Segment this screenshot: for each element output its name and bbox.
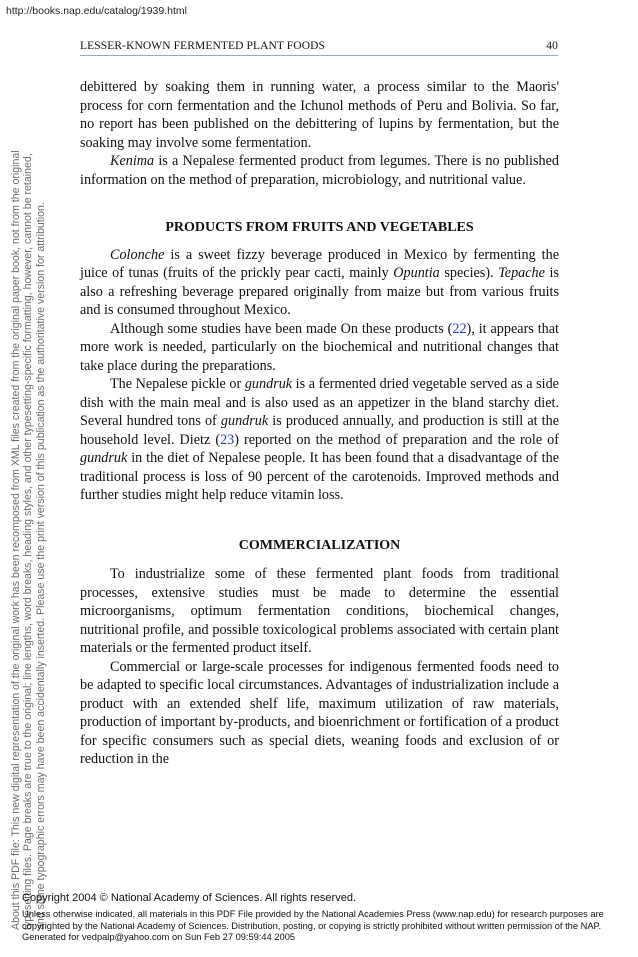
paragraph-large-scale: Commercial or large-scale processes for indigenous fermented foods need to be adapted to specific local circumstances. Advantages of industrialization include a product with an extended shelf life, maximum utilization of raw materials, production of important by-products, and bioenrichment or fortification of a product for specific consumers such as special diets, weaning foods and exclusion of or reduction in the <box>80 658 559 767</box>
term-gundruk: gundruk <box>220 413 269 429</box>
page-url: http://books.nap.edu/catalog/1939.html <box>6 5 187 17</box>
paragraph-gundruk: The Nepalese pickle or gundruk is a fermented dried vegetable served as a side dish with the main meal and is also used as an appetizer in the bland starchy diet. Several hundred tons of gundruk is produced annually, and production is still at the household level. Dietz (23) reported on the method of preparation and the role of gundruk in the diet of Nepalese people. It has been found that a disadvantage of the traditional process is loss of 90 percent of the carotenoids. Improved methods and further studies might help reduce vitamin loss. <box>80 376 559 503</box>
side-note-line-1: About this PDF file: This new digital representation of the original work has been recomposed from XML files created from the original paper book, not from the original <box>10 150 22 930</box>
section-heading-fruits-vegetables: PRODUCTS FROM FRUITS AND VEGETABLES <box>165 220 474 235</box>
running-header-title: LESSER-KNOWN FERMENTED PLANT FOODS <box>80 40 326 52</box>
side-note-line-3: and some typographic errors may have been accidentally inserted. Please use the print version of this publication as the authoritative version for attribution. <box>34 202 47 930</box>
page-number: 40 <box>546 40 558 52</box>
paragraph-studies: Although some studies have been made On these products (22), it appears that more work is needed, particularly on the biochemical and nutritional changes that take place during the preparations. <box>80 320 559 374</box>
page-body <box>80 78 559 769</box>
copyright-notice: Copyright 2004 © National Academy of Sciences. All rights reserved. <box>22 892 356 904</box>
pdf-side-note <box>10 50 47 930</box>
term-kenima: Kenima <box>110 153 155 169</box>
page-footer <box>22 892 622 944</box>
term-tepache: Tepache <box>498 265 545 281</box>
term-gundruk: gundruk <box>244 376 293 392</box>
paragraph-colonche: Colonche is a sweet fizzy beverage produced in Mexico by fermenting the juice of tunas (fruits of the prickly pear cacti, mainly Opuntia species). Tepache is also a refreshing beverage prepared originally from maize but from various fruits and is consumed throughout Mexico. <box>80 246 559 318</box>
reference-link-22[interactable]: 22 <box>452 320 467 337</box>
running-header <box>80 40 558 56</box>
term-colonche: Colonche <box>110 246 165 263</box>
paragraph-lupins: debittered by soaking them in running water, a process similar to the Maoris' process for corn fermentation and the Ichunol methods of Peru and Bolivia. So far, no report has been published on the debittering of lupins by fermentation, but the soaking may involve some fermentation. <box>80 79 559 151</box>
term-opuntia: Opuntia <box>393 265 440 281</box>
reference-link-23[interactable]: 23 <box>220 431 235 448</box>
paragraph-industrialize: To industrialize some of these fermented plant foods from traditional processes, extensive studies must be made to determine the essential microorganisms, optimum fermentation conditions, biochemical changes, nutritional profile, and possible toxicological problems associated with certain plant materials or the fermented product itself. <box>80 566 559 656</box>
usage-notice: Unless otherwise indicated, all materials in this PDF File provided by the National Academies Press (www.nap.edu) for research purposes are copyrighted by the National Academy of Sciences. Distribution, posting, or copying is strictly prohibited without written permission of the NAP. <box>22 909 604 931</box>
section-heading-commercialization: COMMERCIALIZATION <box>238 537 401 553</box>
side-note-line-2: typesetting files. Page breaks are true to the original; line lengths, word breaks, heading styles, and other typesetting-specific formatting, however, cannot be retained, <box>22 153 35 930</box>
paragraph-kenima: Kenima is a Nepalese fermented product from legumes. There is no published information on the method of preparation, microbiology, and nutritional value. <box>80 153 559 188</box>
generated-notice: Generated for vedpalp@yahoo.com on Sun Feb 27 09:59:44 2005 <box>22 932 296 942</box>
term-gundruk: gundruk <box>80 450 128 466</box>
